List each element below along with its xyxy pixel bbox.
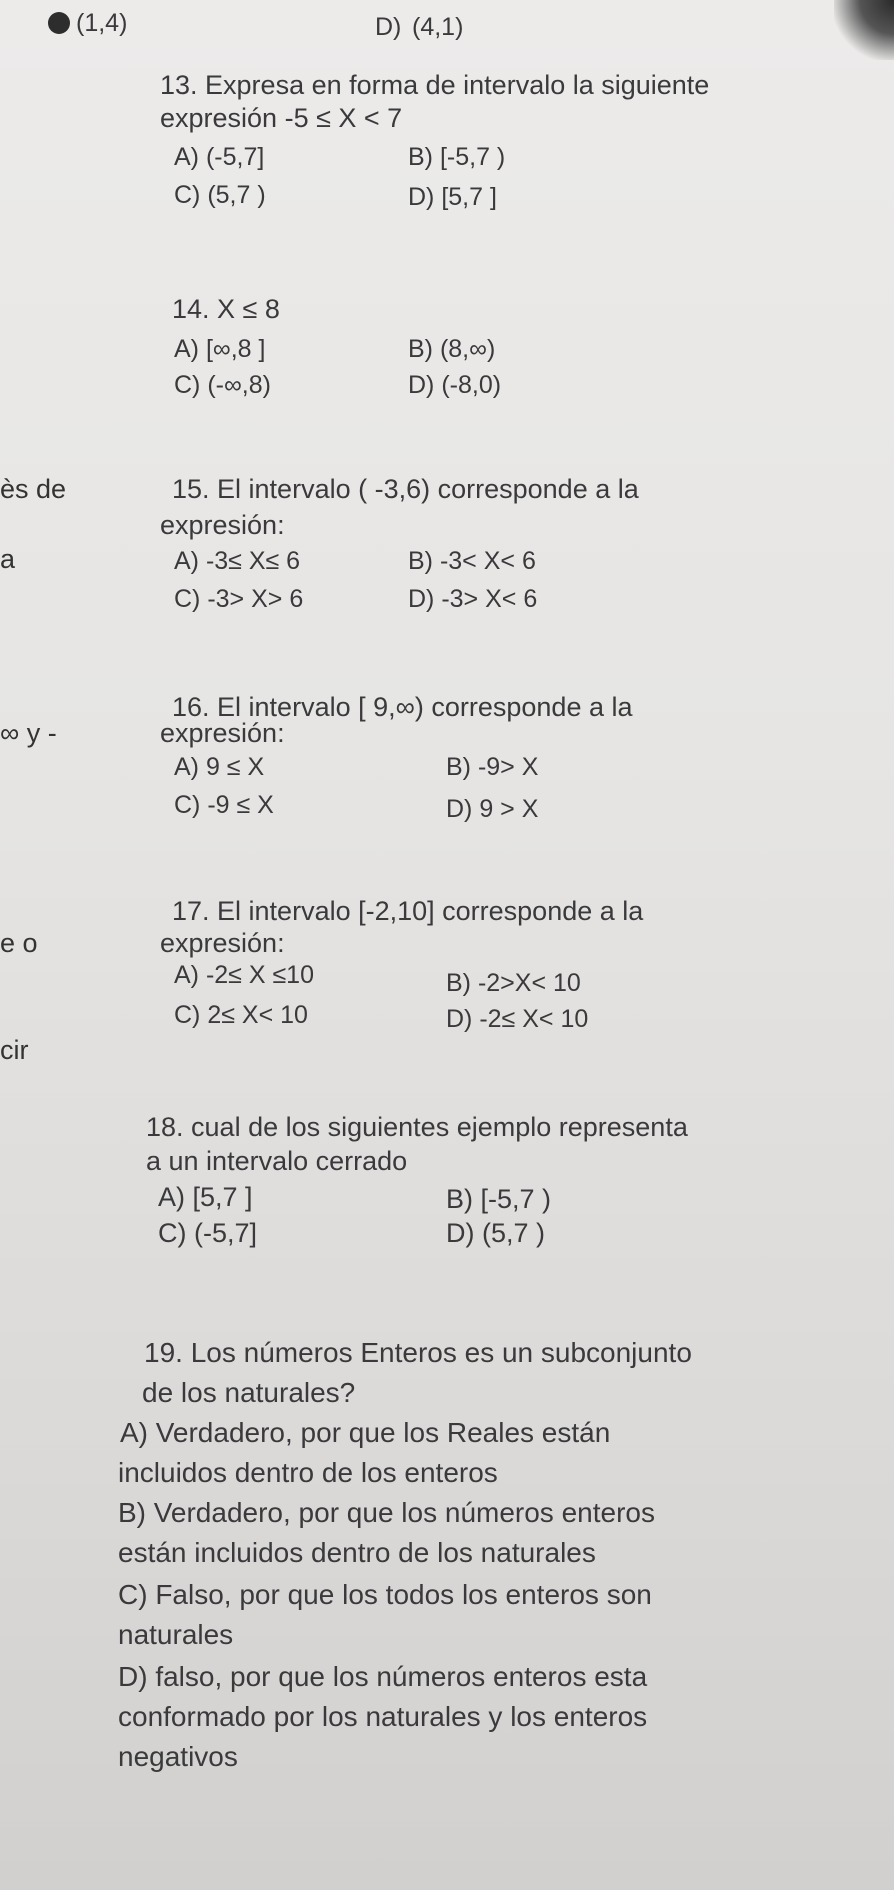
q14-option-a: A) [∞,8 ] (174, 335, 266, 363)
cut-text-left-2: a (0, 544, 16, 574)
cut-text-left-5: cir (0, 1035, 29, 1065)
q17-title-line2: expresión: (160, 928, 285, 958)
option-d-label: D) (375, 13, 402, 41)
q18-option-c: C) (-5,7] (158, 1218, 258, 1248)
q16-option-c: C) -9 ≤ X (174, 791, 274, 819)
cut-text-left-4: e o (0, 928, 38, 958)
q19-option-d-line-2: conformado por los naturales y los enteros (118, 1701, 648, 1732)
q19-option-c-line-2: naturales (118, 1619, 234, 1650)
q13-title-line1: 13. Expresa en forma de intervalo la siguiente (160, 70, 710, 100)
q19-option-b-line-1: B) Verdadero, por que los números enteros (118, 1497, 655, 1528)
q15-option-b: B) -3< X< 6 (408, 547, 536, 575)
q19-line-2: de los naturales? (142, 1377, 356, 1408)
cut-text-left-3: ∞ y - (0, 718, 57, 748)
q14-option-b: B) (8,∞) (408, 335, 496, 363)
q16-title-line2: expresión: (160, 718, 285, 748)
q16-title-line1: 16. El intervalo [ 9,∞) corresponde a la (172, 692, 633, 722)
q18-title-line1: 18. cual de los siguientes ejemplo representa (146, 1112, 688, 1142)
q17-option-d: D) -2≤ X< 10 (446, 1005, 589, 1033)
filled-bubble-icon (48, 12, 70, 34)
q17-option-a: A) -2≤ X ≤10 (174, 961, 314, 989)
q16-option-d: D) 9 > X (446, 795, 539, 823)
q15-option-a: A) -3≤ X≤ 6 (174, 547, 301, 575)
q17-title-line1: 17. El intervalo [-2,10] corresponde a la (172, 896, 644, 926)
q19-option-a-line-2: incluidos dentro de los enteros (118, 1457, 498, 1488)
q14-title: 14. X ≤ 8 (172, 294, 280, 324)
q18-option-a: A) [5,7 ] (158, 1182, 253, 1212)
q18-option-b: B) [-5,7 ) (446, 1184, 552, 1214)
shadow-corner (834, 0, 894, 60)
q17-option-b: B) -2>X< 10 (446, 969, 581, 997)
option-c-text: (1,4) (76, 9, 128, 37)
q19-line-1: 19. Los números Enteros es un subconjunto (144, 1337, 692, 1368)
q14-option-c: C) (-∞,8) (174, 371, 271, 399)
q19-option-a-line-1: A) Verdadero, por que los Reales están (120, 1417, 611, 1448)
q15-option-d: D) -3> X< 6 (408, 585, 538, 613)
q18-option-d: D) (5,7 ) (446, 1218, 546, 1248)
q13-option-a: A) (-5,7] (174, 143, 265, 171)
option-d-text: (4,1) (412, 13, 464, 41)
q18-title-line2: a un intervalo cerrado (146, 1146, 408, 1176)
q16-option-a: A) 9 ≤ X (174, 753, 265, 781)
q19-option-d-line-1: D) falso, por que los números enteros esta (118, 1661, 648, 1692)
q19-option-d-line-3: negativos (118, 1741, 238, 1772)
q13-title-line2: expresión -5 ≤ X < 7 (160, 103, 403, 133)
cut-text-left-1: ès de (0, 474, 67, 504)
q13-option-d: D) [5,7 ] (408, 183, 497, 211)
q19-option-b-line-2: están incluidos dentro de los naturales (118, 1537, 596, 1568)
q16-option-b: B) -9> X (446, 753, 539, 781)
q13-option-c: C) (5,7 ) (174, 181, 266, 209)
q19-option-c-line-1: C) Falso, por que los todos los enteros son (118, 1579, 652, 1610)
q17-option-c: C) 2≤ X< 10 (174, 1001, 308, 1029)
q15-title-line1: 15. El intervalo ( -3,6) corresponde a la (172, 474, 639, 504)
q14-option-d: D) (-8,0) (408, 371, 502, 399)
q15-title-line2: expresión: (160, 510, 285, 540)
q15-option-c: C) -3> X> 6 (174, 585, 304, 613)
q13-option-b: B) [-5,7 ) (408, 143, 506, 171)
